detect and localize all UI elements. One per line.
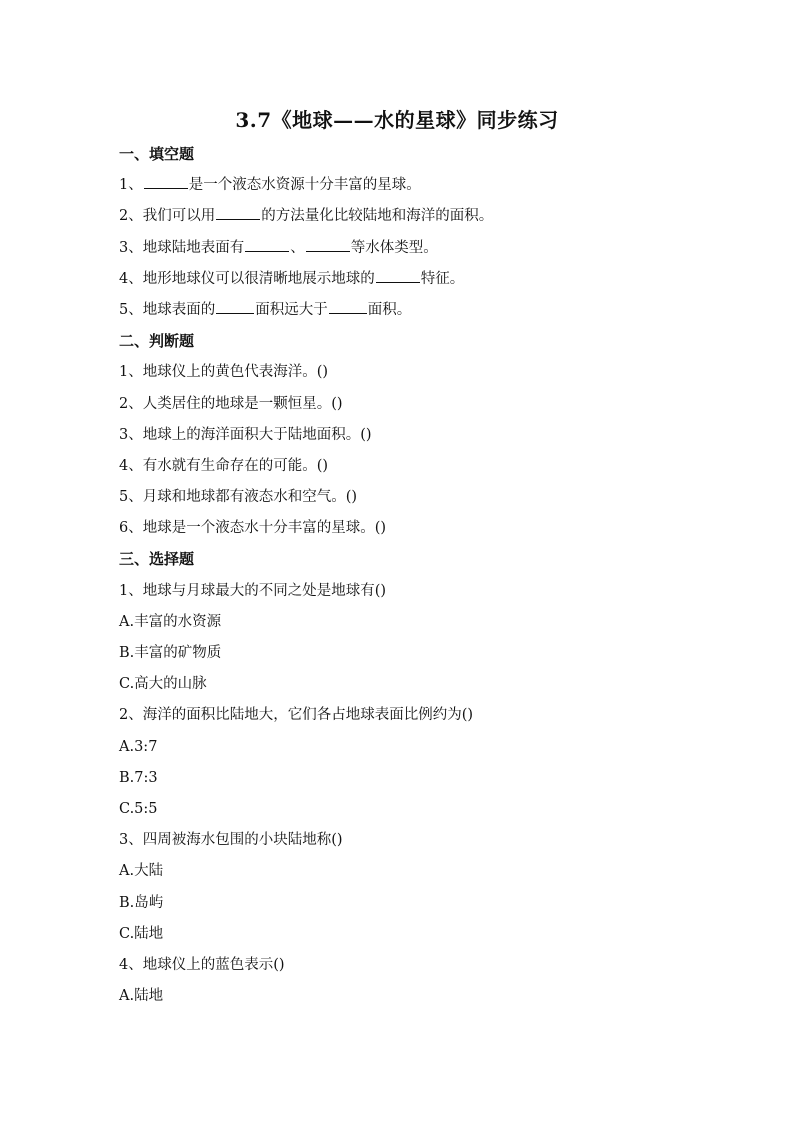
choice-question-4: 4、地球仪上的蓝色表示() bbox=[119, 956, 285, 973]
answer-blank[interactable] bbox=[216, 312, 254, 314]
answer-blank[interactable] bbox=[216, 218, 260, 220]
choice-option: B.7:3 bbox=[119, 769, 158, 786]
judge-question-1: 1、地球仪上的黄色代表海洋。() bbox=[119, 364, 329, 381]
answer-blank[interactable] bbox=[376, 281, 420, 283]
question-text: 4、地形地球仪可以很清晰地展示地球的 bbox=[119, 270, 375, 287]
choice-option: A.陆地 bbox=[119, 988, 164, 1005]
answer-blank[interactable] bbox=[329, 312, 367, 314]
question-text: 特征。 bbox=[420, 270, 465, 287]
section-heading-choice: 三、选择题 bbox=[119, 550, 195, 569]
judge-question-2: 2、人类居住的地球是一颗恒星。() bbox=[119, 395, 343, 412]
choice-option: C.陆地 bbox=[119, 925, 164, 942]
question-text: 是一个液态水资源十分丰富的星球。 bbox=[188, 177, 421, 194]
section-heading-judge: 二、判断题 bbox=[119, 332, 195, 351]
choice-option: A.大陆 bbox=[119, 863, 164, 880]
answer-blank[interactable] bbox=[144, 187, 188, 189]
judge-question-5: 5、月球和地球都有液态水和空气。() bbox=[119, 489, 358, 506]
choice-question-3: 3、四周被海水包围的小块陆地称() bbox=[119, 832, 343, 849]
fill-question-2 bbox=[119, 201, 719, 232]
fill-question-4 bbox=[119, 264, 719, 295]
question-text: 2、我们可以用 bbox=[119, 208, 216, 225]
question-text: 、 bbox=[290, 239, 305, 256]
question-text: 面积远大于 bbox=[255, 301, 328, 318]
fill-question-3 bbox=[119, 233, 719, 264]
section-heading-fill: 一、填空题 bbox=[119, 145, 195, 163]
choice-option: A.丰富的水资源 bbox=[119, 613, 222, 630]
judge-question-3: 3、地球上的海洋面积大于陆地面积。() bbox=[119, 426, 372, 443]
choice-option: B.岛屿 bbox=[119, 894, 164, 911]
choice-option: B.丰富的矿物质 bbox=[119, 645, 222, 661]
answer-blank[interactable] bbox=[306, 250, 350, 252]
question-text: 5、地球表面的 bbox=[119, 301, 216, 318]
question-text: 3、地球陆地表面有 bbox=[119, 239, 245, 256]
choice-question-2: 2、海洋的面积比陆地大，它们各占地球表面比例约为() bbox=[119, 707, 474, 724]
choice-option: A.3:7 bbox=[119, 738, 158, 755]
fill-question-1 bbox=[119, 170, 719, 201]
choice-option: C.5:5 bbox=[119, 800, 158, 817]
worksheet-content bbox=[119, 139, 719, 1012]
judge-question-6: 6、地球是一个液态水十分丰富的星球。() bbox=[119, 520, 387, 537]
answer-blank[interactable] bbox=[245, 250, 289, 252]
choice-option: C.高大的山脉 bbox=[119, 676, 207, 693]
question-text: 面积。 bbox=[367, 301, 412, 318]
choice-question-1: 1、地球与月球最大的不同之处是地球有() bbox=[119, 582, 387, 599]
page-title: 3.7《地球——水的星球》同步练习 bbox=[235, 108, 559, 132]
question-text: 的方法量化比较陆地和海洋的面积。 bbox=[261, 208, 494, 225]
question-number: 1、 bbox=[119, 177, 143, 194]
judge-question-4: 4、有水就有生命存在的可能。() bbox=[119, 457, 329, 474]
question-text: 等水体类型。 bbox=[350, 239, 438, 256]
fill-question-5 bbox=[119, 295, 719, 326]
